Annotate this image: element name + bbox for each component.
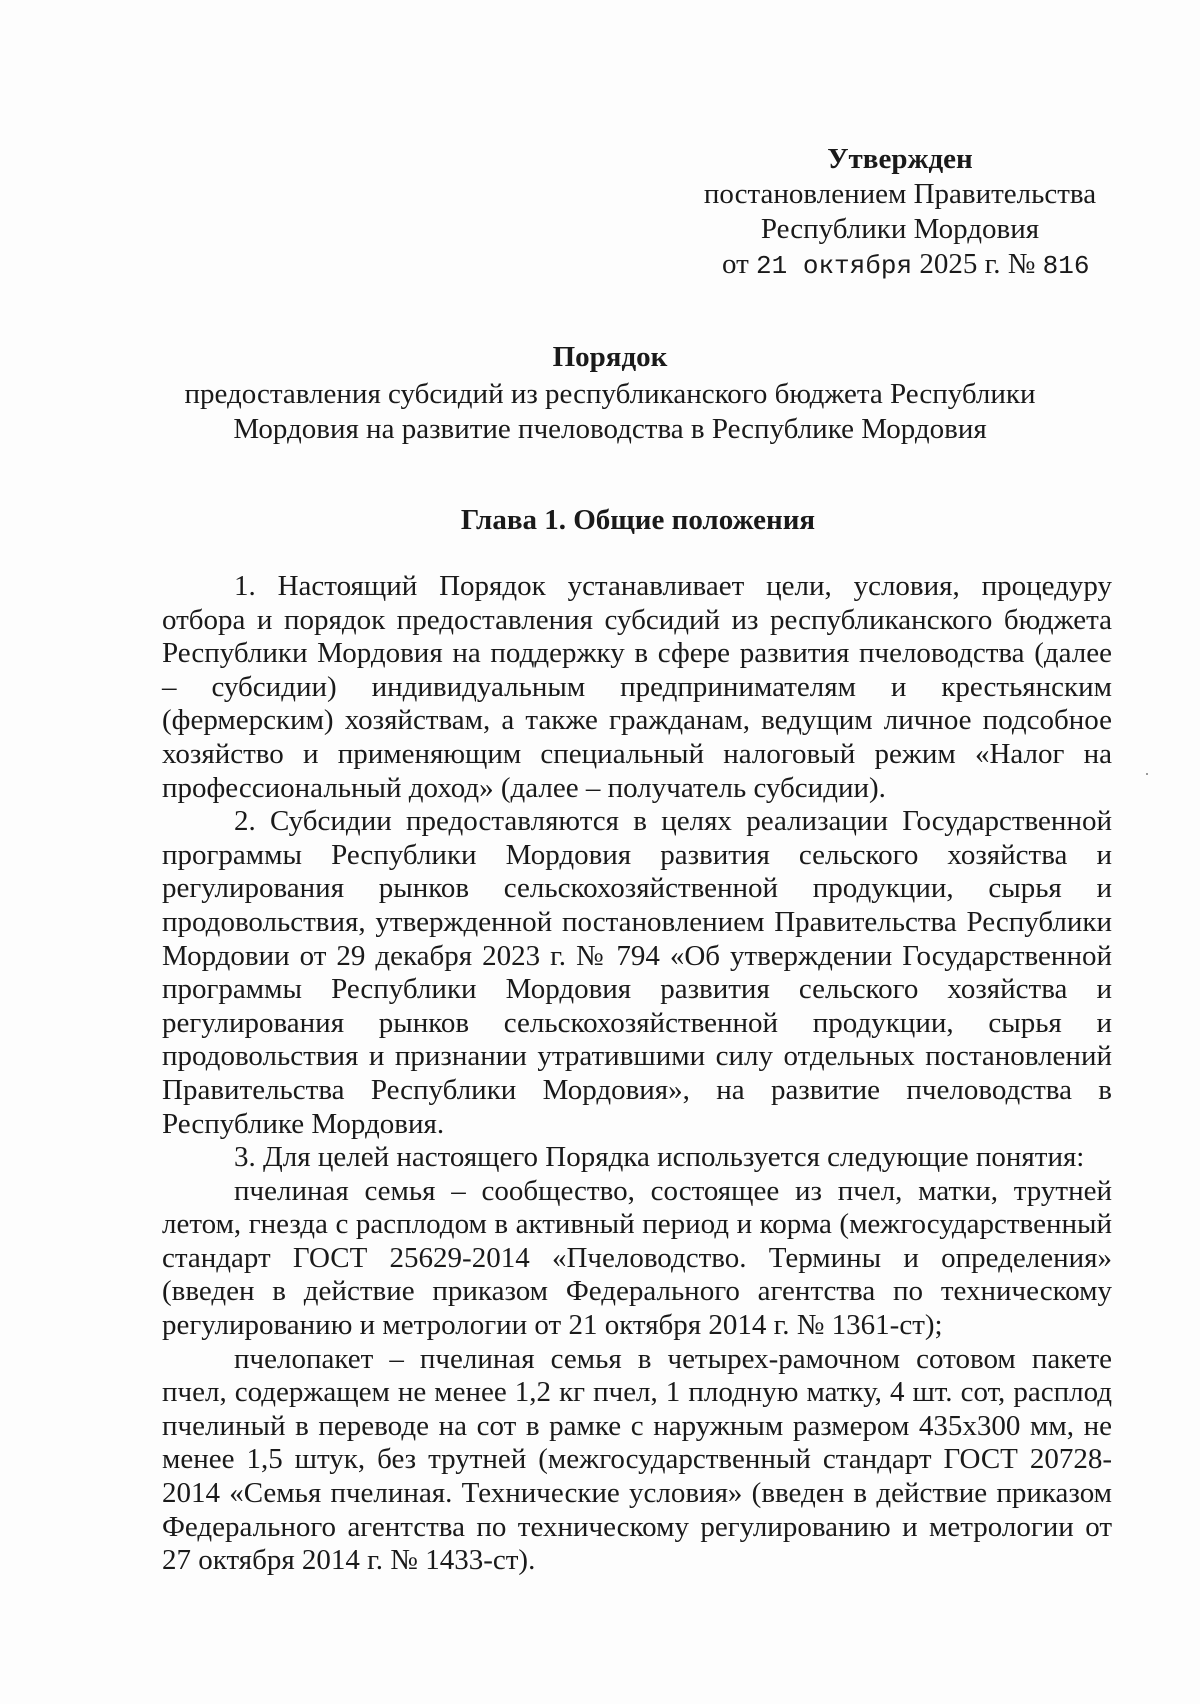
document-title-block [160, 340, 1060, 447]
approval-line-decree: постановлением Правительства [703, 178, 1097, 210]
approval-number: 816 [1042, 251, 1090, 281]
approval-date-line [690, 247, 1110, 284]
approval-block [690, 142, 1110, 284]
approval-year: 2025 г. № [919, 248, 1036, 280]
document-subtitle-line-2: Мордовия на развитие пчеловодства в Республике Мордовия [233, 413, 987, 445]
approval-line-republic: Республики Мордовия [760, 213, 1040, 245]
scan-speck [1146, 773, 1148, 775]
document-title: Порядок [552, 341, 668, 373]
approval-date-value: 21 октября [756, 251, 913, 281]
paragraph-2: 2. Субсидии предоставляются в целях реализации Государственной программы Республики Мордовия развития сельского хозяйства и регулирования рынков сельскохозяйственной продукции, сырья и продовольствия, утвержденной постановлением Правительства Республики Мордовии от 29 декабря 2023 г. № 794 «Об утверждении Государственной программы Республики Мордовия развития сельского хозяйства и регулирования рынков сельскохозяйственной продукции, сырья и продовольствия и признании утратившими силу отдельных постановлений Правительства Республики Мордовия», на развитие пчеловодства в Республике Мордовия. [162, 805, 1112, 1140]
paragraph-definition-bee-colony: пчелиная семья – сообщество, состоящее из пчел, матки, трутней летом, гнезда с расплодом в активный период и корма (межгосударственный стандарт ГОСТ 25629-2014 «Пчеловодство. Термины и определения» (введен в действие приказом Федерального агентства по техническому регулированию и метрологии от 21 октября 2014 г. № 1361-ст); [162, 1174, 1112, 1342]
approval-date-prefix: от [722, 248, 749, 280]
document-subtitle-line-1: предоставления субсидий из республиканского бюджета Республики [184, 378, 1036, 410]
approval-title: Утвержден [827, 143, 973, 175]
paragraph-3: 3. Для целей настоящего Порядка используется следующие понятия: [234, 1141, 1085, 1174]
document-body [162, 570, 1112, 1578]
paragraph-definition-bee-package: пчелопакет – пчелиная семья в четырех-рамочном сотовом пакете пчел, содержащем не менее 1,2 кг пчел, 1 плодную матку, 4 шт. сот, расплод пчелиный в переводе на сот в рамке с наружным размером 435х300 мм, не менее 1,5 штук, без трутней (межгосударственный стандарт ГОСТ 20728-2014 «Семья пчелиная. Технические условия» (введен в действие приказом Федерального агентства по техническому регулированию и метрологии от 27 октября 2014 г. № 1433-ст). [162, 1342, 1112, 1577]
chapter-heading: Глава 1. Общие положения [460, 504, 816, 536]
paragraph-1: 1. Настоящий Порядок устанавливает цели, условия, процедуру отбора и порядок предоставления субсидий из республиканского бюджета Республики Мордовия на поддержку в сфере развития пчеловодства (далее – субсидии) индивидуальным предпринимателям и крестьянским (фермерским) хозяйствам, а также гражданам, ведущим личное подсобное хозяйство и применяющим специальный налоговый режим «Налог на профессиональный доход» (далее – получатель субсидии). [162, 570, 1112, 804]
